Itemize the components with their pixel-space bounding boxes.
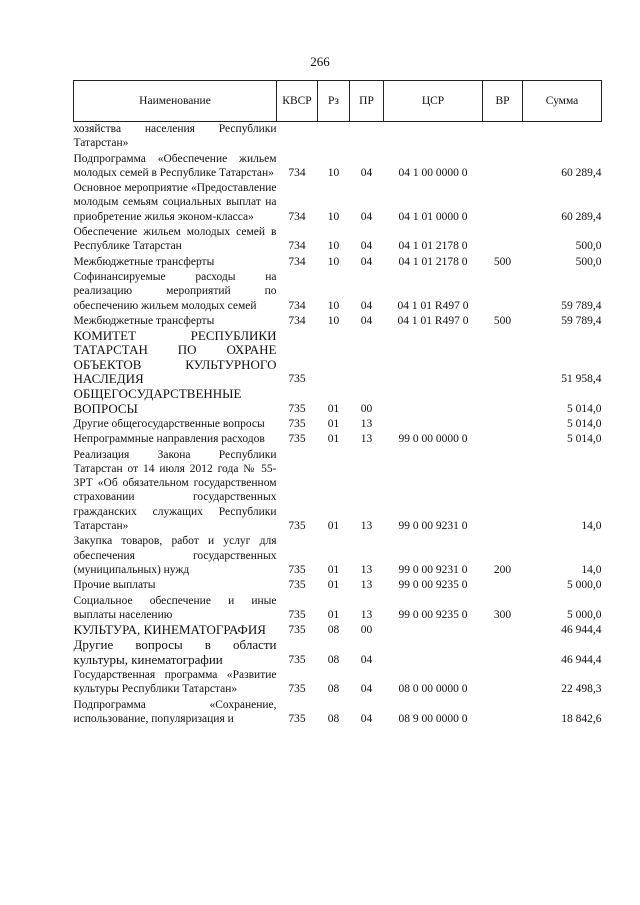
cell-pr: 13 — [360, 433, 373, 446]
table-row — [74, 594, 602, 624]
cell-vr — [483, 181, 523, 225]
table-row — [74, 698, 602, 728]
cell-sum: 14,0 — [581, 563, 602, 576]
cell-vr — [483, 448, 523, 535]
cell-rz: 10 — [327, 314, 340, 327]
cell-sum — [523, 122, 602, 152]
header-kvsr: КВСР — [277, 81, 318, 122]
cell-rz: 01 — [327, 579, 340, 592]
cell-sum: 14,0 — [581, 520, 602, 533]
table-row — [74, 152, 602, 182]
cell-vr — [483, 387, 523, 417]
cell-csr: 99 0 00 9231 0 — [398, 563, 468, 576]
cell-rz: 08 — [327, 653, 340, 666]
cell-vr — [483, 638, 523, 668]
cell-csr — [384, 329, 483, 387]
cell-csr: 04 1 01 R497 0 — [397, 314, 469, 327]
cell-pr: 04 — [360, 166, 373, 179]
cell-vr: 500 — [493, 314, 512, 327]
table-row — [74, 225, 602, 255]
cell-rz: 01 — [327, 417, 340, 430]
cell-sum: 500,0 — [575, 240, 602, 253]
cell-kvsr: 735 — [288, 520, 306, 533]
cell-kvsr: 735 — [288, 624, 306, 637]
cell-rz: 10 — [327, 166, 340, 179]
cell-kvsr: 735 — [288, 608, 306, 621]
cell-kvsr: 734 — [288, 299, 306, 312]
cell-sum: 51 958,4 — [561, 373, 602, 386]
cell-name: Межбюджетные трансферты — [73, 314, 215, 327]
cell-csr: 99 0 00 9231 0 — [398, 520, 468, 533]
cell-pr: 04 — [360, 255, 373, 268]
cell-csr: 04 1 01 R497 0 — [397, 299, 469, 312]
cell-kvsr: 734 — [288, 210, 306, 223]
cell-pr: 13 — [360, 608, 373, 621]
cell-vr — [483, 122, 523, 152]
header-vr: ВР — [483, 81, 523, 122]
table-row — [74, 387, 602, 417]
cell-name: хозяйства населения Республики Татарстан» — [73, 123, 277, 150]
cell-name: КОМИТЕТ РЕСПУБЛИКИ ТАТАРСТАН ПО ОХРАНЕ ОБЪЕКТОВ КУЛЬТУРНОГО НАСЛЕДИЯ — [73, 328, 277, 387]
cell-rz — [318, 329, 350, 387]
cell-vr — [483, 698, 523, 728]
cell-kvsr: 735 — [288, 402, 306, 415]
cell-csr: 99 0 00 9235 0 — [398, 608, 468, 621]
cell-rz: 01 — [327, 563, 340, 576]
table-row — [74, 255, 602, 270]
cell-name: Подпрограмма «Обеспечение жильем молодых семей в Республике Татарстан» — [73, 152, 277, 179]
table-row — [74, 122, 602, 152]
cell-vr — [483, 225, 523, 255]
cell-name: Другие вопросы в области культуры, кинематографии — [73, 637, 277, 667]
cell-rz: 01 — [327, 433, 340, 446]
cell-vr — [483, 417, 523, 432]
cell-csr — [384, 122, 483, 152]
cell-csr: 04 1 00 0000 0 — [398, 166, 468, 179]
header-sum: Сумма — [523, 81, 602, 122]
cell-kvsr: 735 — [288, 433, 306, 446]
cell-kvsr: 735 — [288, 683, 306, 696]
table-row — [74, 417, 602, 432]
cell-sum: 5 014,0 — [567, 433, 602, 446]
cell-kvsr: 735 — [288, 563, 306, 576]
cell-csr: 04 1 01 0000 0 — [398, 210, 468, 223]
table-row — [74, 448, 602, 535]
cell-rz: 01 — [327, 608, 340, 621]
budget-table — [73, 80, 602, 727]
cell-name: Реализация Закона Республики Татарстан от 14 июля 2012 года № 55-ЗРТ «Об обязательном государственном страховании государственных гражданских служащих Республики Татарстан» — [73, 448, 277, 533]
cell-name: Закупка товаров, работ и услуг для обеспечения государственных (муниципальных) нужд — [73, 535, 277, 576]
cell-rz: 10 — [327, 210, 340, 223]
cell-rz: 10 — [327, 299, 340, 312]
cell-sum: 500,0 — [575, 255, 602, 268]
table-row — [74, 270, 602, 314]
cell-rz: 08 — [327, 712, 340, 725]
table-row — [74, 314, 602, 329]
cell-csr — [384, 623, 483, 638]
cell-vr: 300 — [493, 608, 512, 621]
cell-name: Другие общегосударственные вопросы — [73, 417, 265, 430]
table-row — [74, 623, 602, 638]
cell-csr: 08 9 00 0000 0 — [398, 712, 468, 725]
cell-csr: 04 1 01 2178 0 — [398, 240, 468, 253]
cell-name: Обеспечение жильем молодых семей в Республике Татарстан — [73, 226, 277, 253]
cell-kvsr: 735 — [288, 417, 306, 430]
cell-rz: 10 — [327, 255, 340, 268]
cell-pr — [350, 122, 384, 152]
cell-pr: 04 — [360, 653, 373, 666]
cell-pr: 04 — [360, 240, 373, 253]
cell-kvsr: 735 — [288, 653, 306, 666]
cell-sum: 5 014,0 — [567, 417, 602, 430]
cell-sum: 60 289,4 — [561, 210, 602, 223]
cell-sum: 46 944,4 — [561, 624, 602, 637]
cell-csr — [384, 417, 483, 432]
table-row — [74, 668, 602, 698]
cell-sum: 22 498,3 — [561, 683, 602, 696]
cell-csr: 99 0 00 9235 0 — [398, 579, 468, 592]
header-csr: ЦСР — [384, 81, 483, 122]
cell-rz: 01 — [327, 402, 340, 415]
cell-sum: 59 789,4 — [561, 314, 602, 327]
cell-sum: 5 014,0 — [567, 402, 602, 415]
cell-rz: 01 — [327, 520, 340, 533]
cell-vr — [483, 329, 523, 387]
cell-name: Непрограммные направления расходов — [73, 433, 265, 446]
cell-csr — [384, 387, 483, 417]
cell-name: ОБЩЕГОСУДАРСТВЕННЫЕ ВОПРОСЫ — [73, 386, 242, 416]
cell-kvsr: 735 — [288, 712, 306, 725]
cell-pr: 00 — [360, 402, 373, 415]
cell-vr — [483, 432, 523, 447]
cell-pr: 04 — [360, 299, 373, 312]
cell-pr — [350, 329, 384, 387]
cell-rz: 08 — [327, 683, 340, 696]
table-row — [74, 638, 602, 668]
cell-pr: 04 — [360, 314, 373, 327]
cell-sum: 46 944,4 — [561, 653, 602, 666]
cell-kvsr — [277, 122, 318, 152]
table-row — [74, 534, 602, 578]
cell-sum: 5 000,0 — [567, 608, 602, 621]
cell-pr: 13 — [360, 520, 373, 533]
cell-pr: 13 — [360, 563, 373, 576]
cell-csr: 08 0 00 0000 0 — [398, 683, 468, 696]
page-number: 266 — [310, 54, 330, 69]
cell-pr: 00 — [360, 624, 373, 637]
table-row — [74, 432, 602, 447]
header-pr: ПР — [350, 81, 384, 122]
cell-kvsr: 734 — [288, 255, 306, 268]
cell-name: Межбюджетные трансферты — [73, 255, 215, 268]
cell-name: Государственная программа «Развитие культуры Республики Татарстан» — [73, 668, 277, 696]
cell-rz — [318, 122, 350, 152]
cell-vr — [483, 623, 523, 638]
cell-sum: 59 789,4 — [561, 299, 602, 312]
table-row — [74, 181, 602, 225]
cell-vr — [483, 270, 523, 314]
cell-rz: 08 — [327, 624, 340, 637]
cell-name: Подпрограмма «Сохранение, использование, популяризация и — [73, 698, 277, 725]
cell-pr: 13 — [360, 579, 373, 592]
cell-vr — [483, 152, 523, 182]
cell-pr: 04 — [360, 683, 373, 696]
cell-sum: 5 000,0 — [567, 579, 602, 592]
cell-kvsr: 735 — [288, 579, 306, 592]
cell-sum: 60 289,4 — [561, 166, 602, 179]
cell-rz: 10 — [327, 240, 340, 253]
cell-pr: 04 — [360, 210, 373, 223]
cell-csr: 99 0 00 0000 0 — [398, 433, 468, 446]
cell-vr — [483, 578, 523, 593]
cell-sum: 18 842,6 — [561, 712, 602, 725]
cell-name: Социальное обеспечение и иные выплаты населению — [73, 594, 277, 621]
cell-vr — [483, 668, 523, 698]
cell-kvsr: 735 — [288, 373, 306, 386]
table-row — [74, 578, 602, 593]
cell-kvsr: 734 — [288, 166, 306, 179]
cell-kvsr: 734 — [288, 314, 306, 327]
cell-name: Софинансируемые расходы на реализацию мероприятий по обеспечению жильем молодых семей — [73, 270, 277, 312]
cell-name: Прочие выплаты — [73, 579, 156, 592]
table-row — [74, 329, 602, 387]
header-row — [74, 81, 602, 122]
cell-name: Основное мероприятие «Предоставление молодым семьям социальных выплат на приобретение жилья эконом-класса» — [73, 182, 277, 223]
cell-pr: 13 — [360, 417, 373, 430]
cell-vr: 500 — [493, 255, 512, 268]
header-name: Наименование — [74, 81, 277, 122]
cell-pr: 04 — [360, 712, 373, 725]
cell-csr: 04 1 01 2178 0 — [398, 255, 468, 268]
cell-vr: 200 — [493, 563, 512, 576]
header-rz: Рз — [318, 81, 350, 122]
cell-name: КУЛЬТУРА, КИНЕМАТОГРАФИЯ — [73, 622, 266, 638]
cell-kvsr: 734 — [288, 240, 306, 253]
cell-csr — [384, 638, 483, 668]
